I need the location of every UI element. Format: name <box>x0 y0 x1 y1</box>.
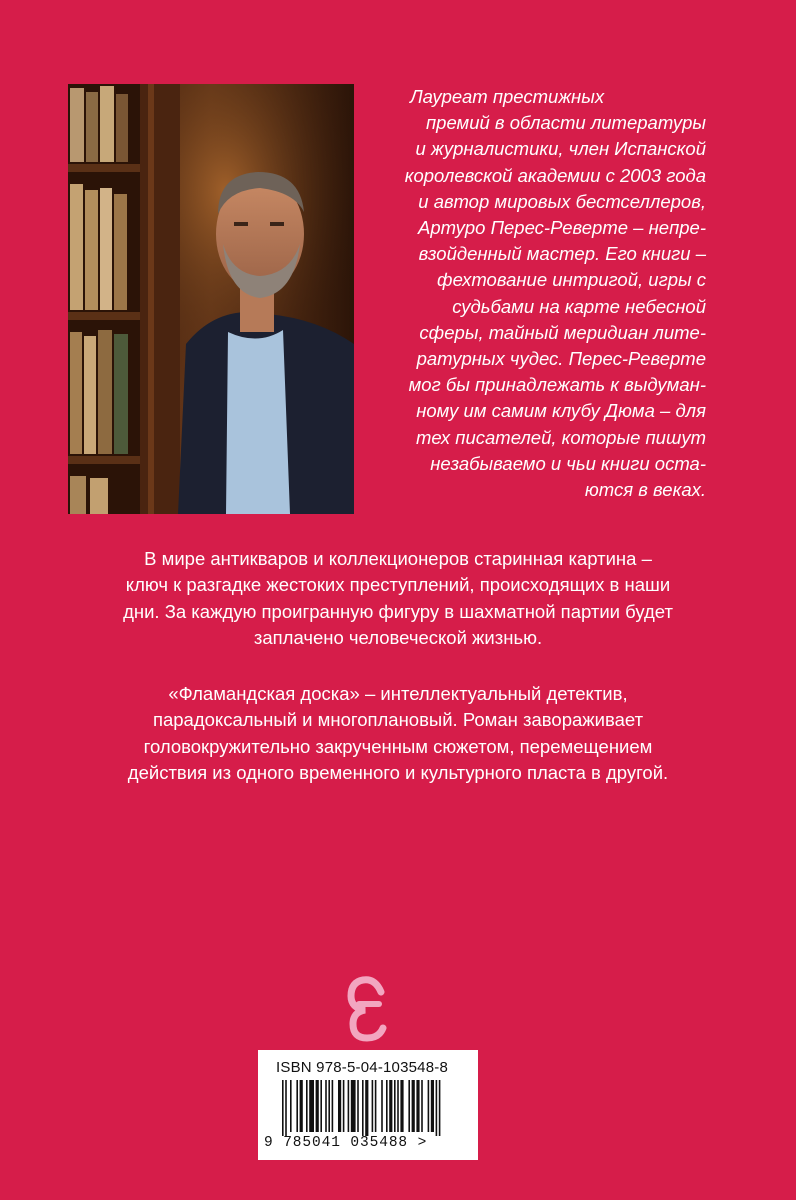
barcode-bar <box>365 1080 368 1136</box>
barcode-bar <box>309 1080 314 1132</box>
synopsis-line: заплачено человеческой жизнью. <box>253 627 543 649</box>
bio-line: незабываемо и чьи книги оста- <box>430 452 706 474</box>
bio-line: взойденный мастер. Его книги – <box>418 243 706 265</box>
barcode-bar <box>332 1080 334 1132</box>
barcode-bar <box>362 1080 364 1136</box>
bio-line: сферы, тайный меридиан лите- <box>419 321 706 343</box>
barcode-bar <box>282 1080 284 1136</box>
barcode-bar <box>416 1080 419 1132</box>
barcode-bar <box>343 1080 345 1132</box>
barcode-bar <box>306 1080 308 1132</box>
bio-line: королевской академии с 2003 года <box>404 164 706 186</box>
barcode-bar <box>348 1080 350 1132</box>
synopsis-line: действия из одного временного и культурного пласта в другой. <box>127 762 669 784</box>
author-portrait-icon <box>68 84 354 514</box>
barcode-bar <box>316 1080 319 1132</box>
synopsis-paragraph-2 <box>70 681 726 787</box>
barcode-bar <box>285 1080 287 1136</box>
barcode-bar <box>325 1080 327 1132</box>
synopsis-paragraph-1 <box>70 546 726 652</box>
isbn-barcode <box>258 1050 478 1160</box>
synopsis-line: дни. За каждую проигранную фигуру в шахматной партии будет <box>123 600 673 622</box>
barcode-bar <box>397 1080 399 1132</box>
barcode-bar <box>381 1080 383 1132</box>
barcode-bar <box>290 1080 292 1132</box>
barcode-bar <box>421 1080 423 1132</box>
barcode-bar <box>428 1080 430 1132</box>
synopsis-line: головокружительно закрученным сюжетом, перемещением <box>143 735 653 757</box>
bio-line: мог бы принадлежать к выдуман- <box>408 374 706 396</box>
bio-line: ются в веках. <box>584 479 706 501</box>
author-photo <box>68 84 354 514</box>
barcode-bar <box>357 1080 359 1132</box>
barcode-digits: 9 785041 035488 > <box>264 1135 428 1151</box>
bio-line: и автор мировых бестселлеров, <box>418 190 706 212</box>
barcode-bar <box>431 1080 434 1132</box>
bio-line: Лауреат престижных <box>410 86 605 107</box>
bio-line: фехтование интригой, игры с <box>436 269 706 291</box>
barcode-bar <box>394 1080 396 1132</box>
barcode-bar <box>412 1080 415 1132</box>
barcode-bar <box>386 1080 388 1132</box>
synopsis-line: парадоксальный и многоплановый. Роман завораживает <box>152 709 644 731</box>
bio-line: и журналистики, член Испанской <box>415 138 706 160</box>
bio-line: судьбами на карте небесной <box>452 295 706 317</box>
barcode-bar <box>400 1080 403 1132</box>
barcode-bar <box>320 1080 322 1132</box>
barcode-bar <box>436 1080 438 1136</box>
barcode-bar <box>296 1080 298 1132</box>
publisher-logo <box>345 974 387 1044</box>
bio-line: ному им самим клубу Дюма – для <box>416 400 706 422</box>
synopsis-line: «Фламандская доска» – интеллектуальный детектив, <box>168 683 628 704</box>
barcode-bar <box>351 1080 356 1132</box>
barcode-bar <box>372 1080 374 1132</box>
barcode-bar <box>375 1080 377 1132</box>
barcode-bar <box>328 1080 330 1132</box>
barcode-bar <box>300 1080 303 1132</box>
bio-line: премий в области литературы <box>425 112 706 134</box>
barcode-bar <box>408 1080 410 1132</box>
barcode-bar <box>389 1080 392 1132</box>
bio-line: ратурных чудес. Перес-Реверте <box>416 348 706 370</box>
isbn-label: ISBN 978-5-04-103548-8 <box>276 1059 449 1076</box>
author-bio <box>376 84 706 503</box>
synopsis-line: ключ к разгадке жестоких преступлений, происходящих в наши <box>125 574 671 596</box>
barcode-bar <box>439 1080 441 1136</box>
eksmo-logo-icon <box>345 974 387 1044</box>
bio-line: Артуро Перес-Реверте – непре- <box>418 217 706 239</box>
barcode-bar <box>338 1080 341 1132</box>
barcode-bars <box>268 1080 468 1136</box>
synopsis-line: В мире антикваров и коллекционеров старинная картина – <box>144 548 652 569</box>
bio-line: тех писателей, которые пишут <box>416 426 706 448</box>
